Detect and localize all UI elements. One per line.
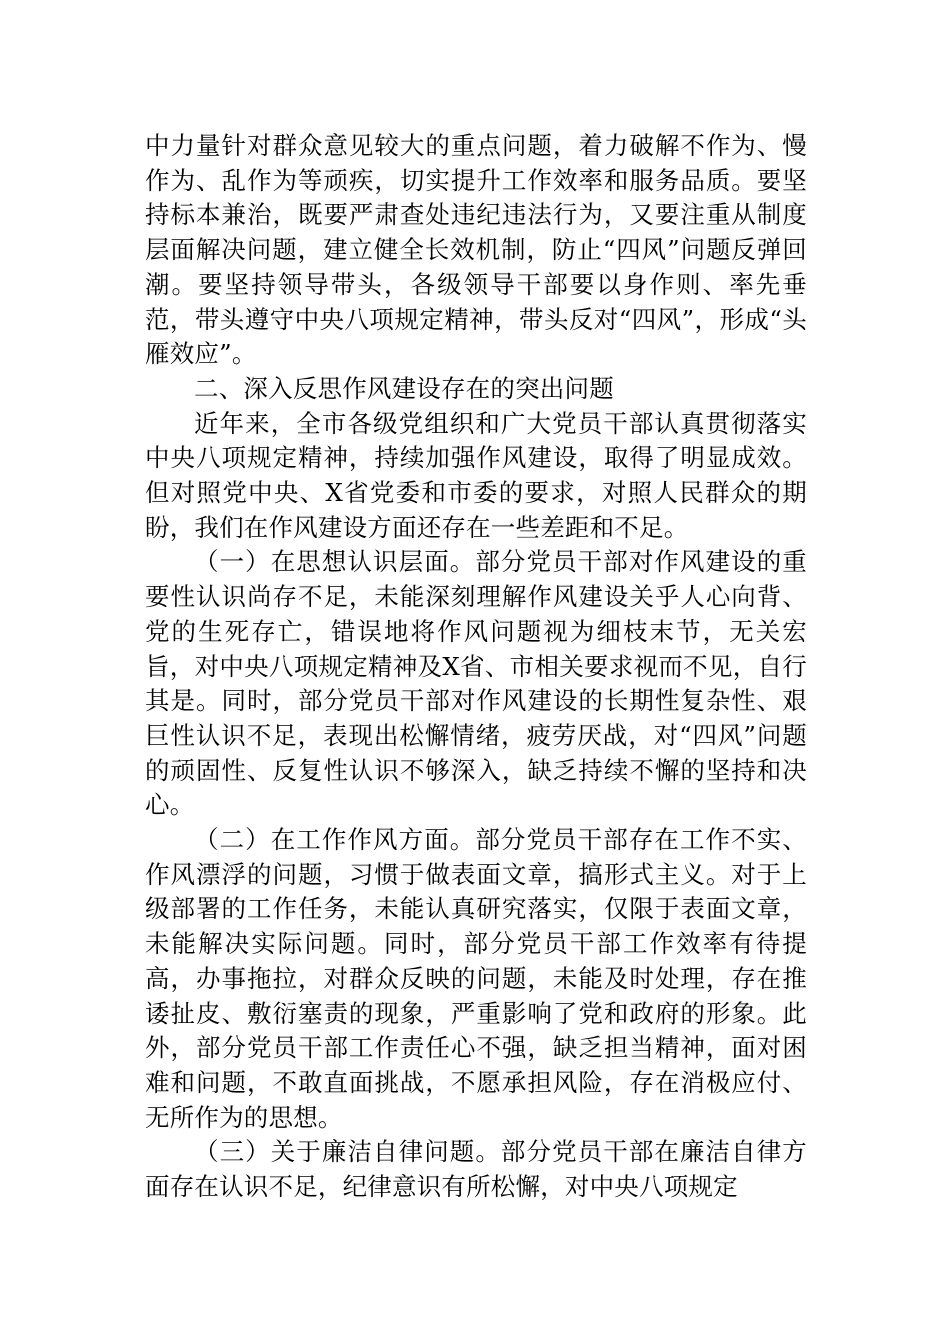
paragraph-work-style: （二）在工作作风方面。部分党员干部存在工作不实、作风漂浮的问题，习惯于做表面文章，搞形式主义。对于上级部署的工作任务，未能认真研究落实，仅限于表面文章，未能解决实际问题。同时，部分党员干部工作效率有待提高，办事拖拉，对群众反映的问题，未能及时处理，存在推诿扯皮、敷衍塞责的现象，严重影响了党和政府的形象。此外，部分党员干部工作责任心不强，缺乏担当精神，面对困难和问题，不敢直面挑战，不愿承担风险，存在消极应付、无所作为的思想。 [145, 825, 807, 1132]
paragraph-continuation: 中力量针对群众意见较大的重点问题，着力破解不作为、慢作为、乱作为等顽疾，切实提升工作效率和服务品质。要坚持标本兼治，既要严肃查处违纪违法行为，又要注重从制度层面解决问题，建立健全长效机制，防止“四风”问题反弹回潮。要坚持领导带头，各级领导干部要以身作则、率先垂范，带头遵守中央八项规定精神，带头反对“四风”，形成“头雁效应”。 [145, 131, 807, 369]
paragraph-intro: 近年来，全市各级党组织和广大党员干部认真贯彻落实中央八项规定精神，持续加强作风建设，取得了明显成效。但对照党中央、X省党委和市委的要求，对照人民群众的期盼，我们在作风建设方面还存在一些差距和不足。 [145, 408, 807, 542]
paragraph-integrity: （三）关于廉洁自律问题。部分党员干部在廉洁自律方面存在认识不足，纪律意识有所松懈，对中央八项规定 [145, 1137, 807, 1202]
section-heading: 二、深入反思作风建设存在的突出问题 [194, 373, 614, 403]
body-text [145, 129, 807, 1205]
paragraph-ideology: （一）在思想认识层面。部分党员干部对作风建设的重要性认识尚存不足，未能深刻理解作风建设关乎人心向背、党的生死存亡，错误地将作风问题视为细枝末节，无关宏旨，对中央八项规定精神及X省、市相关要求视而不见，自行其是。同时，部分党员干部对作风建设的长期性复杂性、艰巨性认识不足，表现出松懈情绪，疲劳厌战，对“四风”问题的顽固性、反复性认识不够深入，缺乏持续不懈的坚持和决心。 [145, 547, 807, 820]
